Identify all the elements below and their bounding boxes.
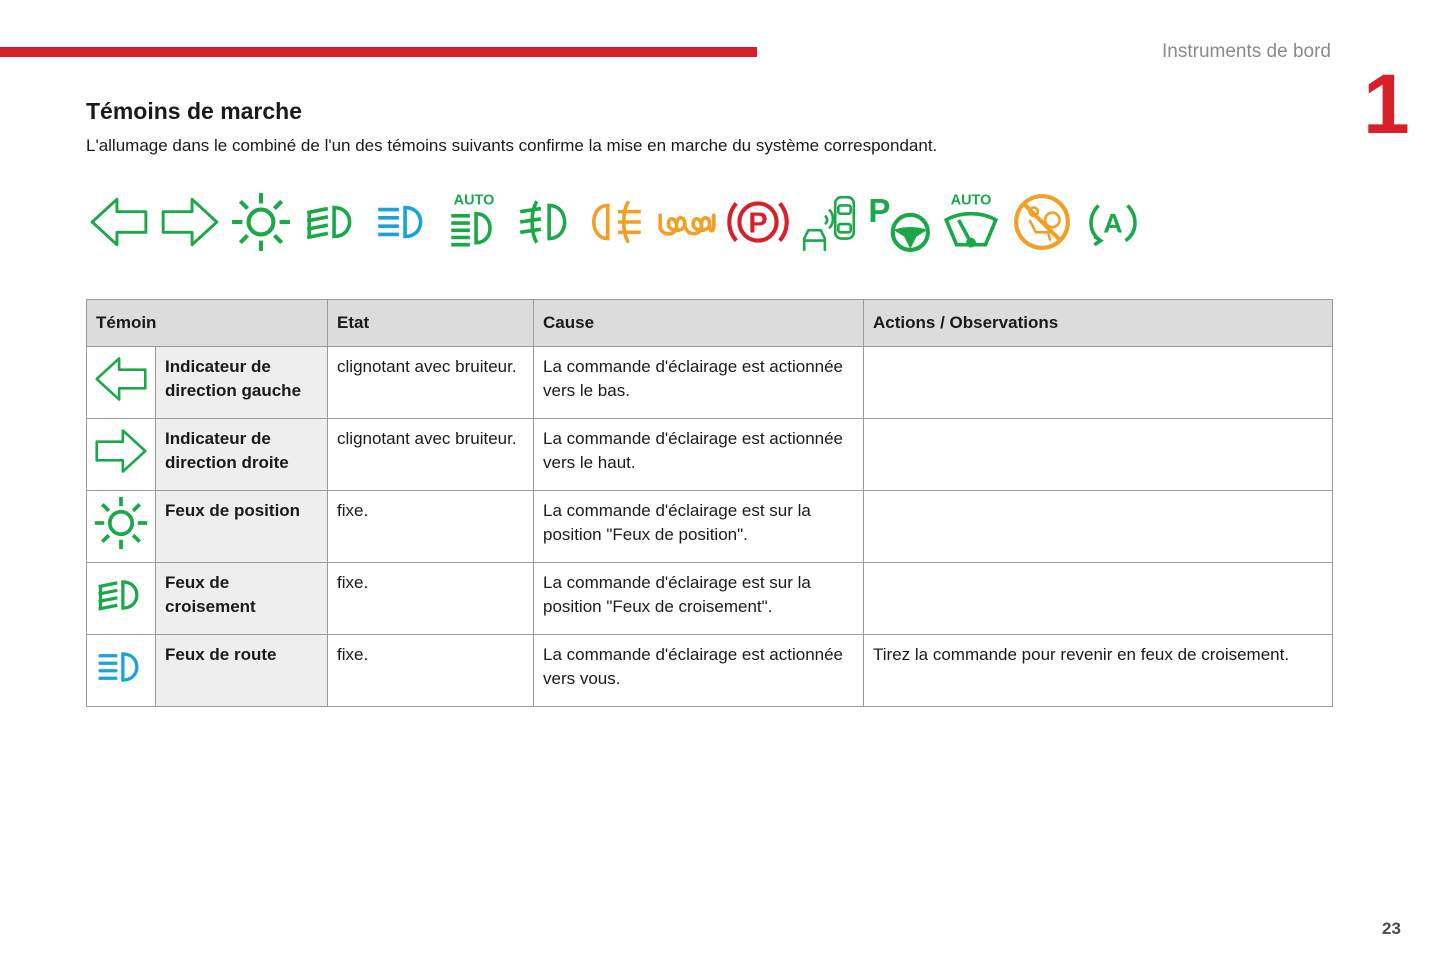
row-icon-cell: [87, 563, 156, 635]
page-number: 23: [1382, 919, 1401, 938]
page-title: Témoins de marche: [86, 98, 303, 124]
table-row: [87, 563, 1333, 635]
section-title: Instruments de bord: [1162, 41, 1331, 62]
row-icon-cell: [87, 347, 156, 419]
parking-brake-icon: [727, 188, 789, 256]
header-accent-bar: [0, 47, 757, 57]
row-action: [864, 491, 1333, 563]
indicator-table: [86, 299, 1333, 707]
row-name: Feux de croisement: [156, 563, 328, 635]
auto-label: AUTO: [950, 192, 992, 209]
column-header-temoin: Témoin: [87, 300, 328, 347]
row-action: Tirez la commande pour revenir en feux de croisement.: [864, 635, 1333, 707]
row-icon-cell: [87, 491, 156, 563]
row-action: [864, 347, 1333, 419]
row-name: Indicateur de direction gauche: [156, 347, 328, 419]
column-header-actions: Actions / Observations: [864, 300, 1333, 347]
park-brake-letter: P: [748, 207, 768, 240]
left-turn-indicator-icon: [88, 188, 150, 256]
table-header-row: [87, 300, 1333, 347]
stop-start-letter: A: [1103, 208, 1123, 239]
row-cause: La commande d'éclairage est actionnée vers le bas.: [534, 347, 864, 419]
rear-fog-lamp-icon: [585, 188, 647, 256]
column-header-etat: Etat: [328, 300, 534, 347]
stop-start-icon: [1082, 188, 1144, 256]
table-row: [87, 347, 1333, 419]
row-state: fixe.: [328, 635, 534, 707]
auto-label: AUTO: [453, 192, 495, 209]
auto-wipers-icon: [940, 188, 1002, 256]
main-beam-icon: [92, 639, 150, 695]
passenger-airbag-off-icon: [1011, 188, 1073, 256]
position-lights-icon: [230, 188, 292, 256]
row-name: Indicateur de direction droite: [156, 419, 328, 491]
dipped-beam-icon: [92, 567, 150, 623]
row-cause: La commande d'éclairage est sur la position "Feux de position".: [534, 491, 864, 563]
row-state: clignotant avec bruiteur.: [328, 347, 534, 419]
intro-text: L'allumage dans le combiné de l'un des témoins suivants confirme la mise en marche du système correspondant.: [86, 136, 938, 155]
table-row: [87, 635, 1333, 707]
row-state: fixe.: [328, 563, 534, 635]
right-turn-indicator-icon: [159, 188, 221, 256]
row-cause: La commande d'éclairage est actionnée vers le haut.: [534, 419, 864, 491]
blind-spot-monitoring-icon: [798, 188, 860, 256]
row-icon-cell: [87, 419, 156, 491]
row-state: fixe.: [328, 491, 534, 563]
row-cause: La commande d'éclairage est sur la position "Feux de croisement".: [534, 563, 864, 635]
column-header-cause: Cause: [534, 300, 864, 347]
row-action: [864, 419, 1333, 491]
row-state: clignotant avec bruiteur.: [328, 419, 534, 491]
row-icon-cell: [87, 635, 156, 707]
row-action: [864, 563, 1333, 635]
main-beam-icon: [372, 188, 434, 256]
indicator-strip: [88, 188, 1153, 256]
row-name: Feux de route: [156, 635, 328, 707]
chapter-number: 1: [1363, 57, 1410, 151]
left-turn-indicator-icon: [92, 351, 150, 407]
table-row: [87, 491, 1333, 563]
row-cause: La commande d'éclairage est actionnée vers vous.: [534, 635, 864, 707]
position-lights-icon: [92, 495, 150, 551]
auto-main-beam-icon: [443, 188, 505, 256]
table-row: [87, 419, 1333, 491]
park-assist-icon: [869, 188, 931, 256]
row-name: Feux de position: [156, 491, 328, 563]
dipped-beam-icon: [301, 188, 363, 256]
diesel-preheating-icon: [656, 188, 718, 256]
right-turn-indicator-icon: [92, 423, 150, 479]
front-fog-lamp-icon: [514, 188, 576, 256]
park-assist-letter: P: [868, 193, 891, 230]
